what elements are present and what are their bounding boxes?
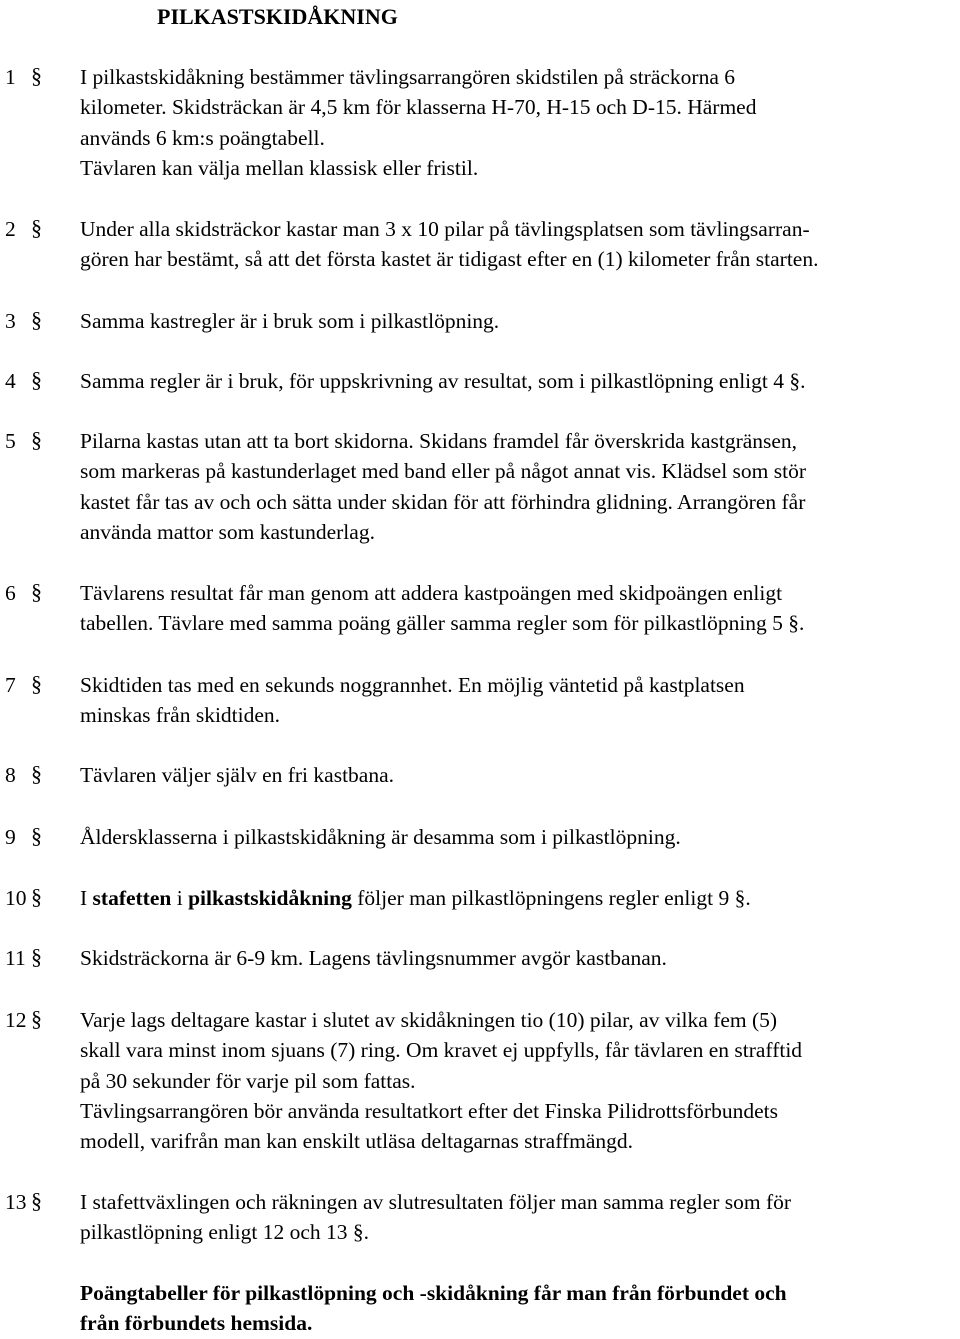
- section-sign: §: [31, 579, 42, 604]
- rule-text: Tävlarens resultat får man genom att addera kastpoängen med skidpoängen enligt tabellen. Tävlare med samma poäng gäller samma regler som för pilkastlöpning 5 §.: [80, 581, 805, 636]
- section-sign: §: [31, 1188, 42, 1213]
- document-title: PILKASTSKIDÅKNING: [157, 4, 398, 29]
- rule-text: Samma kastregler är i bruk som i pilkastlöpning.: [80, 309, 500, 333]
- rule-number: 4: [5, 369, 16, 393]
- section-sign: §: [31, 671, 42, 696]
- rule-text: I stafettväxlingen och räkningen av slutresultaten följer man samma regler som för pilkastlöpning enligt 12 och 13 §.: [80, 1190, 792, 1245]
- section-sign: §: [31, 761, 42, 786]
- rule-number: 5: [5, 429, 16, 453]
- rule-text: Under alla skidsträckor kastar man 3 x 10 pilar på tävlingsplatsen som tävlingsarran- gören har bestämt, så att det första kastet är tidigast efter en (1) kilometer från starten.: [80, 217, 819, 272]
- rule-text: Åldersklasserna i pilkastskidåkning är desamma som i pilkastlöpning.: [80, 825, 681, 849]
- section-sign: §: [31, 215, 42, 240]
- rule-10: [0, 883, 960, 913]
- rule-11: [0, 943, 960, 973]
- rule-2: [0, 214, 960, 275]
- rule-text: Varje lags deltagare kastar i slutet av skidåkningen tio (10) pilar, av vilka fem (5) skall vara minst inom sjuans (7) ring. Om kravet ej uppfylls, får tävlaren en strafftid på 30 sekunder för varje pil som fattas. Tävlingsarrangören bör använda resultatkort efter det Finska Pilidrottsförbundets modell, varifrån man kan enskilt utläsa deltagarnas straffmängd.: [80, 1008, 803, 1154]
- section-sign: §: [31, 427, 42, 452]
- rule-6: [0, 578, 960, 639]
- rule-8: [0, 760, 960, 790]
- rule-number: 13: [5, 1190, 27, 1214]
- rule-text: Tävlaren väljer själv en fri kastbana.: [80, 763, 394, 787]
- section-sign: §: [31, 944, 42, 969]
- rule-text: Samma regler är i bruk, för uppskrivning av resultat, som i pilkastlöpning enligt 4 §.: [80, 369, 806, 393]
- rule-number: 9: [5, 825, 16, 849]
- rule-4: [0, 366, 960, 396]
- rule-number: 3: [5, 309, 16, 333]
- footer-note: Poängtabeller för pilkastlöpning och -skidåkning får man från förbundet och från förbundets hemsida.: [80, 1281, 787, 1336]
- rule-number: 10: [5, 886, 27, 910]
- rule-7: [0, 670, 960, 731]
- rule-number: 11: [5, 946, 26, 970]
- rule-5: [0, 426, 960, 547]
- rule-number: 6: [5, 581, 16, 605]
- rule-text: I stafetten i pilkastskidåkning följer man pilkastlöpningens regler enligt 9 §.: [80, 886, 751, 910]
- rule-text: Skidsträckorna är 6-9 km. Lagens tävlingsnummer avgör kastbanan.: [80, 946, 667, 970]
- rule-1: [0, 62, 960, 183]
- rule-number: 12: [5, 1008, 27, 1032]
- rule-number: 1: [5, 65, 16, 89]
- rule-9: [0, 822, 960, 852]
- rule-number: 8: [5, 763, 16, 787]
- section-sign: §: [31, 367, 42, 392]
- rule-text: Skidtiden tas med en sekunds noggrannhet. En möjlig väntetid på kastplatsen minskas från skidtiden.: [80, 673, 745, 728]
- rule-number: 7: [5, 673, 16, 697]
- section-sign: §: [31, 1006, 42, 1031]
- emphasis: pilkastskidåkning: [188, 886, 352, 910]
- rule-13: [0, 1187, 960, 1248]
- rule-12: [0, 1005, 960, 1156]
- rule-text: I pilkastskidåkning bestämmer tävlingsarrangören skidstilen på sträckorna 6 kilometer. Skidsträckan är 4,5 km för klasserna H-70, H-15 och D-15. Härmed används 6 km:s poängtabell. Tävlaren kan välja mellan klassisk eller fristil.: [80, 65, 757, 180]
- rule-text: Pilarna kastas utan att ta bort skidorna. Skidans framdel får överskrida kastgränsen, som markeras på kastunderlaget med band eller på något annat vis. Klädsel som stör kastet får tas av och och sätta under skidan för att förhindra glidning. Arrangören får använda mattor som kastunderlag.: [80, 429, 807, 544]
- section-sign: §: [31, 63, 42, 88]
- emphasis: stafetten: [92, 886, 172, 910]
- section-sign: §: [31, 307, 42, 332]
- rule-3: [0, 306, 960, 336]
- section-sign: §: [31, 884, 42, 909]
- rule-number: 2: [5, 217, 16, 241]
- section-sign: §: [31, 823, 42, 848]
